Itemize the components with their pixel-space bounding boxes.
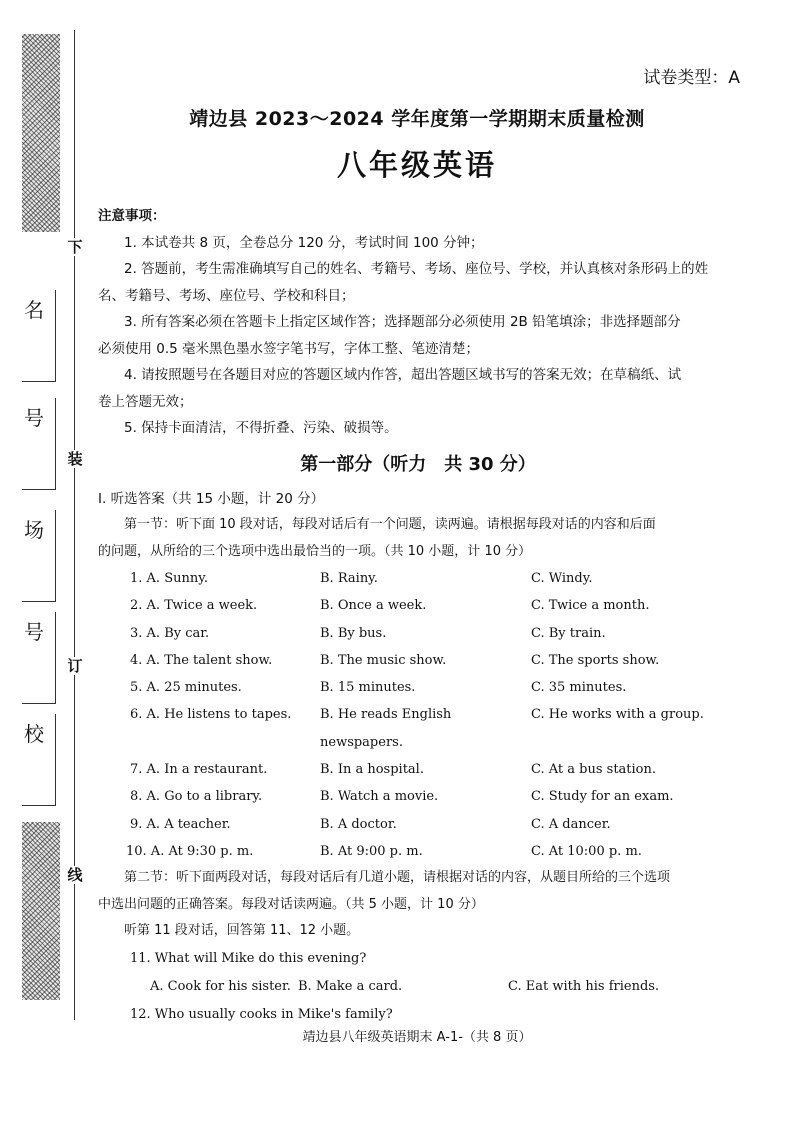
- note-line: 卷上答题无效；: [98, 393, 193, 410]
- question-row: [98, 647, 738, 674]
- option-c: C. A dancer.: [531, 816, 611, 832]
- seal-char: 线: [67, 866, 83, 884]
- seat-number-field[interactable]: [22, 612, 56, 704]
- option-b: B. In a hospital.: [320, 762, 424, 778]
- note-line: 3. 所有答案必须在答题卡上指定区域作答；选择题部分必须使用 2B 铅笔填涂；非选择题部分: [124, 314, 681, 330]
- option-b: B. Watch a movie.: [320, 789, 439, 805]
- dialog-intro: 听第 11 段对话，回答第 11、12 小题。: [124, 923, 360, 939]
- option-c: C. Study for an exam.: [531, 789, 674, 805]
- option-b: B. The music show.: [320, 652, 447, 668]
- option-a: 9. A. A teacher.: [130, 816, 231, 832]
- question-row: [98, 783, 738, 810]
- option-b: B. At 9:00 p. m.: [320, 843, 423, 859]
- option-c: C. At 10:00 p. m.: [531, 843, 642, 859]
- option-b: B. He reads English newspapers.: [320, 707, 452, 750]
- option-a: 6. A. He listens to tapes.: [130, 707, 292, 723]
- option-b: B. A doctor.: [320, 816, 397, 832]
- paper-type-label: 试卷类型：A: [643, 68, 740, 88]
- option-a: A. Cook for his sister.: [150, 978, 291, 994]
- exam-id-field[interactable]: [22, 398, 56, 490]
- note-line: 必须使用 0.5 毫米黑色墨水签字笔书写，字体工整、笔迹清楚；: [98, 340, 480, 357]
- option-b: B. Rainy.: [320, 571, 378, 586]
- option-b: B. Make a card.: [298, 978, 403, 994]
- instruction-text: 第二节：听下面两段对话，每段对话后有几道小题，请根据对话的内容，从题目所给的三个选项: [124, 870, 671, 886]
- option-a: 5. A. 25 minutes.: [130, 680, 242, 696]
- option-b: B. By bus.: [320, 625, 387, 641]
- question-row: [98, 565, 738, 592]
- question-stem: 11. What will Mike do this evening?: [130, 950, 367, 966]
- option-c: C. At a bus station.: [531, 762, 657, 778]
- name-field[interactable]: [22, 290, 56, 382]
- page-footer: 靖边县八年级英语期末 A-1-（共 8 页）: [302, 1030, 532, 1045]
- question-row: [98, 838, 738, 865]
- option-c: C. Twice a month.: [531, 598, 650, 614]
- field-label: 名: [24, 298, 44, 322]
- section-heading: Ⅰ. 听选答案（共 15 小题，计 20 分）: [98, 490, 325, 507]
- option-a: 1. A. Sunny.: [130, 571, 208, 586]
- question-row: [98, 756, 738, 783]
- binding-pattern-bottom: [22, 822, 60, 1000]
- question-row: [98, 620, 738, 647]
- option-b: B. 15 minutes.: [320, 680, 416, 696]
- option-c: C. The sports show.: [531, 652, 660, 668]
- instruction-text: 第一节：听下面 10 段对话，每段对话后有一个问题，读两遍。请根据每段对话的内容和后面: [124, 517, 656, 532]
- option-a: 2. A. Twice a week.: [130, 598, 258, 614]
- question-row: [98, 701, 738, 756]
- question-row: [98, 592, 738, 619]
- option-c: C. Eat with his friends.: [508, 978, 660, 994]
- instruction-text: 中选出问题的正确答案。每段对话读两遍。（共 5 小题，计 10 分）: [98, 896, 484, 912]
- option-a: 10. A. At 9:30 p. m.: [126, 843, 254, 859]
- option-c: C. He works with a group.: [531, 707, 704, 723]
- field-label: 号: [24, 620, 44, 644]
- question-row: [98, 811, 738, 838]
- note-line: 2. 答题前，考生需准确填写自己的姓名、考籍号、考场、座位号、学校，并认真核对条形码上的姓: [124, 261, 709, 277]
- seal-char: 下: [67, 238, 83, 256]
- part-title: 第一部分（听力 共 30 分）: [300, 453, 536, 475]
- option-a: 7. A. In a restaurant.: [130, 762, 268, 778]
- field-label: 校: [24, 722, 44, 746]
- field-label: 场: [24, 518, 44, 542]
- notes-heading: 注意事项：: [98, 208, 166, 224]
- exam-content: [98, 203, 738, 1029]
- school-field[interactable]: [22, 714, 56, 806]
- binding-pattern-top: [22, 34, 60, 232]
- seal-char: 订: [67, 657, 83, 675]
- exam-title: 靖边县 2023～2024 学年度第一学期期末质量检测: [189, 108, 645, 130]
- question-options: [98, 973, 738, 1001]
- option-a: 3. A. By car.: [130, 625, 210, 641]
- note-line: 1. 本试卷共 8 页，全卷总分 120 分，考试时间 100 分钟；: [124, 234, 484, 251]
- option-c: C. By train.: [531, 625, 606, 641]
- note-line: 4. 请按照题号在各题目对应的答题区域内作答，超出答题区域书写的答案无效；在草稿纸、试: [124, 367, 682, 383]
- option-a: 8. A. Go to a library.: [130, 789, 263, 805]
- seal-char: 装: [67, 450, 83, 468]
- note-line: 5. 保持卡面清洁，不得折叠、污染、破损等。: [124, 420, 398, 436]
- question-stem: 12. Who usually cooks in Mike's family?: [130, 1006, 393, 1022]
- question-row: [98, 674, 738, 701]
- option-c: C. Windy.: [531, 571, 593, 586]
- note-line: 名、考籍号、考场、座位号、学校和科目；: [98, 287, 355, 304]
- exam-room-field[interactable]: [22, 510, 56, 602]
- instruction-text: 的问题，从所给的三个选项中选出最恰当的一项。（共 10 小题，计 10 分）: [98, 543, 532, 559]
- subject-title: 八年级英语: [336, 148, 497, 182]
- option-b: B. Once a week.: [320, 598, 427, 614]
- option-c: C. 35 minutes.: [531, 680, 627, 696]
- option-a: 4. A. The talent show.: [130, 652, 273, 668]
- field-label: 号: [24, 406, 44, 430]
